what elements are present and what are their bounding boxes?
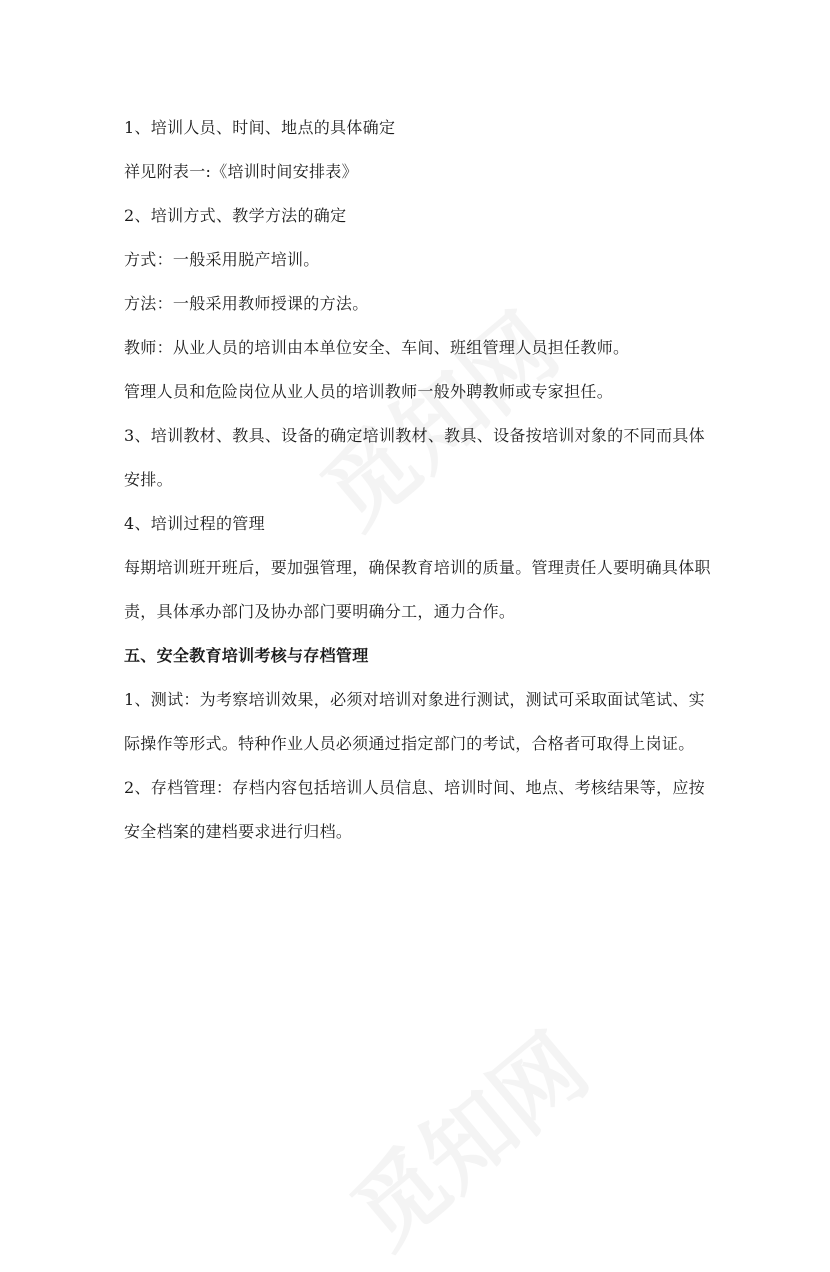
section-5-heading: 五、安全教育培训考核与存档管理 <box>124 646 369 665</box>
external-instructors: 管理人员和危险岗位从业人员的培训教师一般外聘教师或专家担任。 <box>124 382 614 401</box>
watermark <box>320 998 610 1271</box>
item-2-heading: 2、培训方式、教学方法的确定 <box>124 206 347 225</box>
process-management: 每期培训班开班后，要加强管理，确保教育培训的质量。管理责任人要明确具体职责，具体承办部门及协办部门要明确分工，通力合作。 <box>124 558 711 621</box>
archiving: 2、存档管理：存档内容包括培训人员信息、培训时间、地点、考核结果等，应按安全档案的建档要求进行归档。 <box>124 778 705 841</box>
training-mode: 方式：一般采用脱产培训。 <box>124 250 320 269</box>
schedule-reference: 祥见附表一:《培训时间安排表》 <box>124 162 358 181</box>
item-4-heading: 4、培训过程的管理 <box>124 514 265 533</box>
item-1-heading: 1、培训人员、时间、地点的具体确定 <box>124 118 396 137</box>
instructors: 教师：从业人员的培训由本单位安全、车间、班组管理人员担任教师。 <box>124 338 630 357</box>
document-body <box>124 106 714 854</box>
item-3-materials: 3、培训教材、教具、设备的确定培训教材、教具、设备按培训对象的不同而具体安排。 <box>124 426 705 489</box>
testing: 1、测试：为考察培训效果，必须对培训对象进行测试，测试可采取面试笔试、实际操作等形式。特种作业人员必须通过指定部门的考试，合格者可取得上岗证。 <box>124 690 705 753</box>
training-method: 方法：一般采用教师授课的方法。 <box>124 294 369 313</box>
